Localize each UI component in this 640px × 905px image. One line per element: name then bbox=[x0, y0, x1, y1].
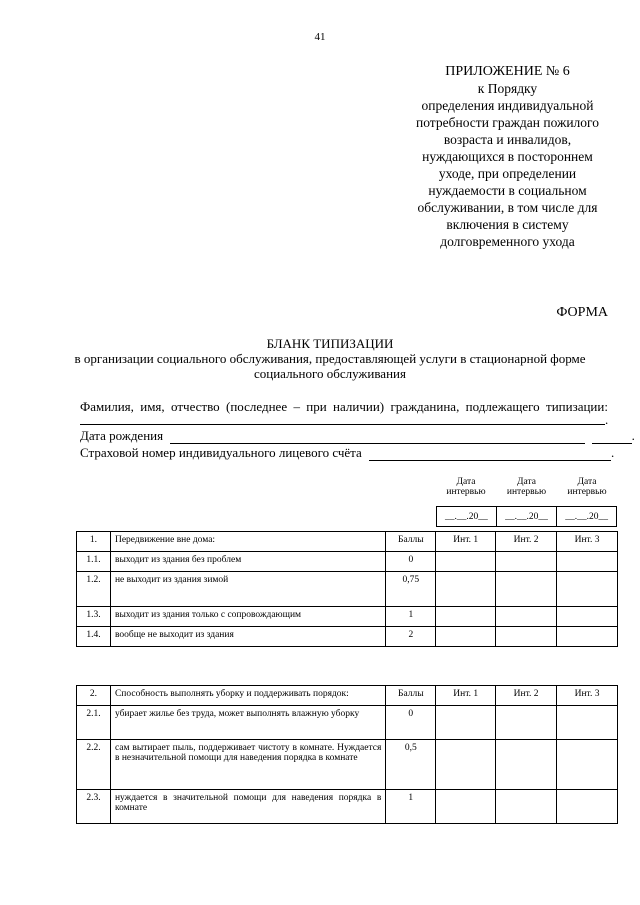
table-row bbox=[77, 572, 618, 607]
appendix-line: возраста и инвалидов, bbox=[443, 132, 572, 147]
int1-cell[interactable] bbox=[436, 790, 496, 824]
int3-header: Инт. 3 bbox=[557, 532, 618, 552]
score-header: Баллы bbox=[386, 532, 436, 552]
fio-word: – bbox=[293, 399, 300, 414]
row-score: 1 bbox=[386, 790, 436, 824]
row-num: 2.1. bbox=[77, 706, 111, 740]
row-score: 0 bbox=[386, 706, 436, 740]
interview-date-header: Дата интервью bbox=[506, 477, 547, 497]
fio-end: . bbox=[605, 412, 609, 427]
section-title: Способность выполнять уборку и поддерживать порядок: bbox=[110, 686, 385, 706]
int3-cell[interactable] bbox=[557, 740, 618, 790]
section-num: 2. bbox=[77, 686, 111, 706]
int1-header: Инт. 1 bbox=[436, 532, 496, 552]
table-row bbox=[77, 627, 618, 647]
int1-cell[interactable] bbox=[436, 607, 496, 627]
row-score: 0 bbox=[386, 552, 436, 572]
int3-header: Инт. 3 bbox=[557, 686, 618, 706]
fio-word: при bbox=[306, 399, 327, 414]
int3-cell[interactable] bbox=[557, 552, 618, 572]
int1-cell[interactable] bbox=[436, 706, 496, 740]
dob-input-line[interactable] bbox=[170, 431, 585, 444]
fio-word: имя, bbox=[140, 399, 165, 414]
interview-date-1[interactable]: __.__.20__ bbox=[437, 507, 497, 527]
dob-label: Дата рождения bbox=[80, 428, 164, 443]
row-num: 1.2. bbox=[77, 572, 111, 607]
interview-date-3[interactable]: __.__.20__ bbox=[557, 507, 617, 527]
fio-input-line[interactable] bbox=[80, 414, 605, 425]
snils-field bbox=[80, 445, 614, 461]
row-num: 1.4. bbox=[77, 627, 111, 647]
row-score: 2 bbox=[386, 627, 436, 647]
row-num: 1.1. bbox=[77, 552, 111, 572]
table-header-row bbox=[77, 686, 618, 706]
dob-input-line-2[interactable] bbox=[592, 431, 632, 444]
section-num: 1. bbox=[77, 532, 111, 552]
fio-word: Фамилия, bbox=[80, 399, 134, 414]
row-text: не выходит из здания зимой bbox=[110, 572, 385, 607]
page-number: 41 bbox=[314, 31, 326, 43]
int1-cell[interactable] bbox=[436, 627, 496, 647]
int2-header: Инт. 2 bbox=[496, 686, 557, 706]
fio-word: типизации: bbox=[546, 399, 608, 414]
row-text: выходит из здания без проблем bbox=[110, 552, 385, 572]
snils-end: . bbox=[611, 445, 615, 460]
row-text: нуждается в значительной помощи для наведения порядка в комнате bbox=[110, 790, 385, 824]
row-text: сам вытирает пыль, поддерживает чистоту в комнате. Нуждается в незначительной помощи для наведения порядка в комнате bbox=[110, 740, 385, 790]
int1-header: Инт. 1 bbox=[436, 686, 496, 706]
int1-cell[interactable] bbox=[436, 572, 496, 607]
int2-cell[interactable] bbox=[496, 706, 557, 740]
row-score: 0,75 bbox=[386, 572, 436, 607]
fio-word: отчество bbox=[171, 399, 220, 414]
row-score: 1 bbox=[386, 607, 436, 627]
int2-cell[interactable] bbox=[496, 552, 557, 572]
appendix-line: ПРИЛОЖЕНИЕ № 6 bbox=[445, 64, 570, 79]
table-row bbox=[77, 706, 618, 740]
int3-cell[interactable] bbox=[557, 790, 618, 824]
interview-date-header: Дата интервью bbox=[446, 477, 486, 497]
appendix-line: обслуживании, в том числе для bbox=[417, 200, 598, 215]
row-num: 1.3. bbox=[77, 607, 111, 627]
row-score: 0,5 bbox=[386, 740, 436, 790]
table-row bbox=[77, 790, 618, 824]
fio-word: (последнее bbox=[226, 399, 288, 414]
int1-cell[interactable] bbox=[436, 740, 496, 790]
appendix-line: к Порядку bbox=[477, 81, 538, 96]
section-title: Передвижение вне дома: bbox=[110, 532, 385, 552]
table-row bbox=[77, 740, 618, 790]
int2-cell[interactable] bbox=[496, 790, 557, 824]
appendix-line: нуждаемости в социальном bbox=[428, 183, 587, 198]
interview-date-2[interactable]: __.__.20__ bbox=[496, 507, 557, 527]
int2-cell[interactable] bbox=[496, 607, 557, 627]
fio-word: подлежащего bbox=[465, 399, 540, 414]
snils-input-line[interactable] bbox=[369, 448, 611, 461]
row-text: вообще не выходит из здания bbox=[110, 627, 385, 647]
interview-dates bbox=[436, 506, 617, 527]
appendix-line: долговременного ухода bbox=[440, 234, 575, 249]
appendix-line: включения в систему bbox=[446, 217, 569, 232]
int3-cell[interactable] bbox=[557, 627, 618, 647]
section2-table bbox=[76, 685, 618, 824]
title-sub: социального обслуживания bbox=[254, 366, 406, 381]
interview-header bbox=[436, 477, 617, 501]
row-num: 2.2. bbox=[77, 740, 111, 790]
fio-word: наличии) bbox=[333, 399, 385, 414]
int2-cell[interactable] bbox=[496, 627, 557, 647]
score-header: Баллы bbox=[386, 686, 436, 706]
appendix-line: нуждающихся в постороннем bbox=[422, 149, 593, 164]
appendix-line: уходе, при определении bbox=[438, 166, 577, 181]
appendix-line: определения индивидуальной bbox=[421, 98, 594, 113]
title-main: БЛАНК ТИПИЗАЦИИ bbox=[266, 336, 394, 351]
int2-cell[interactable] bbox=[496, 572, 557, 607]
int3-cell[interactable] bbox=[557, 706, 618, 740]
section1-table bbox=[76, 531, 618, 647]
row-num: 2.3. bbox=[77, 790, 111, 824]
table-row bbox=[77, 552, 618, 572]
dob-end: . bbox=[631, 428, 635, 443]
int1-cell[interactable] bbox=[436, 552, 496, 572]
dob-field bbox=[80, 428, 635, 444]
appendix-line: потребности граждан пожилого bbox=[416, 115, 599, 130]
table-row bbox=[77, 607, 618, 627]
row-text: выходит из здания только с сопровождающим bbox=[110, 607, 385, 627]
table-header-row bbox=[77, 532, 618, 552]
fio-label bbox=[80, 399, 608, 415]
row-text: убирает жилье без труда, может выполнять влажную уборку bbox=[110, 706, 385, 740]
int3-cell[interactable] bbox=[557, 572, 618, 607]
appendix-header bbox=[395, 63, 620, 250]
interview-date-header: Дата интервью bbox=[567, 477, 607, 497]
form-label: ФОРМА bbox=[556, 305, 608, 320]
int2-header: Инт. 2 bbox=[496, 532, 557, 552]
snils-label: Страховой номер индивидуального лицевого счёта bbox=[80, 445, 362, 460]
int2-cell[interactable] bbox=[496, 740, 557, 790]
document-title bbox=[60, 336, 600, 381]
fio-word: гражданина, bbox=[390, 399, 460, 414]
int3-cell[interactable] bbox=[557, 607, 618, 627]
title-sub: в организации социального обслуживания, предоставляющей услуги в стационарной форме bbox=[74, 351, 586, 366]
